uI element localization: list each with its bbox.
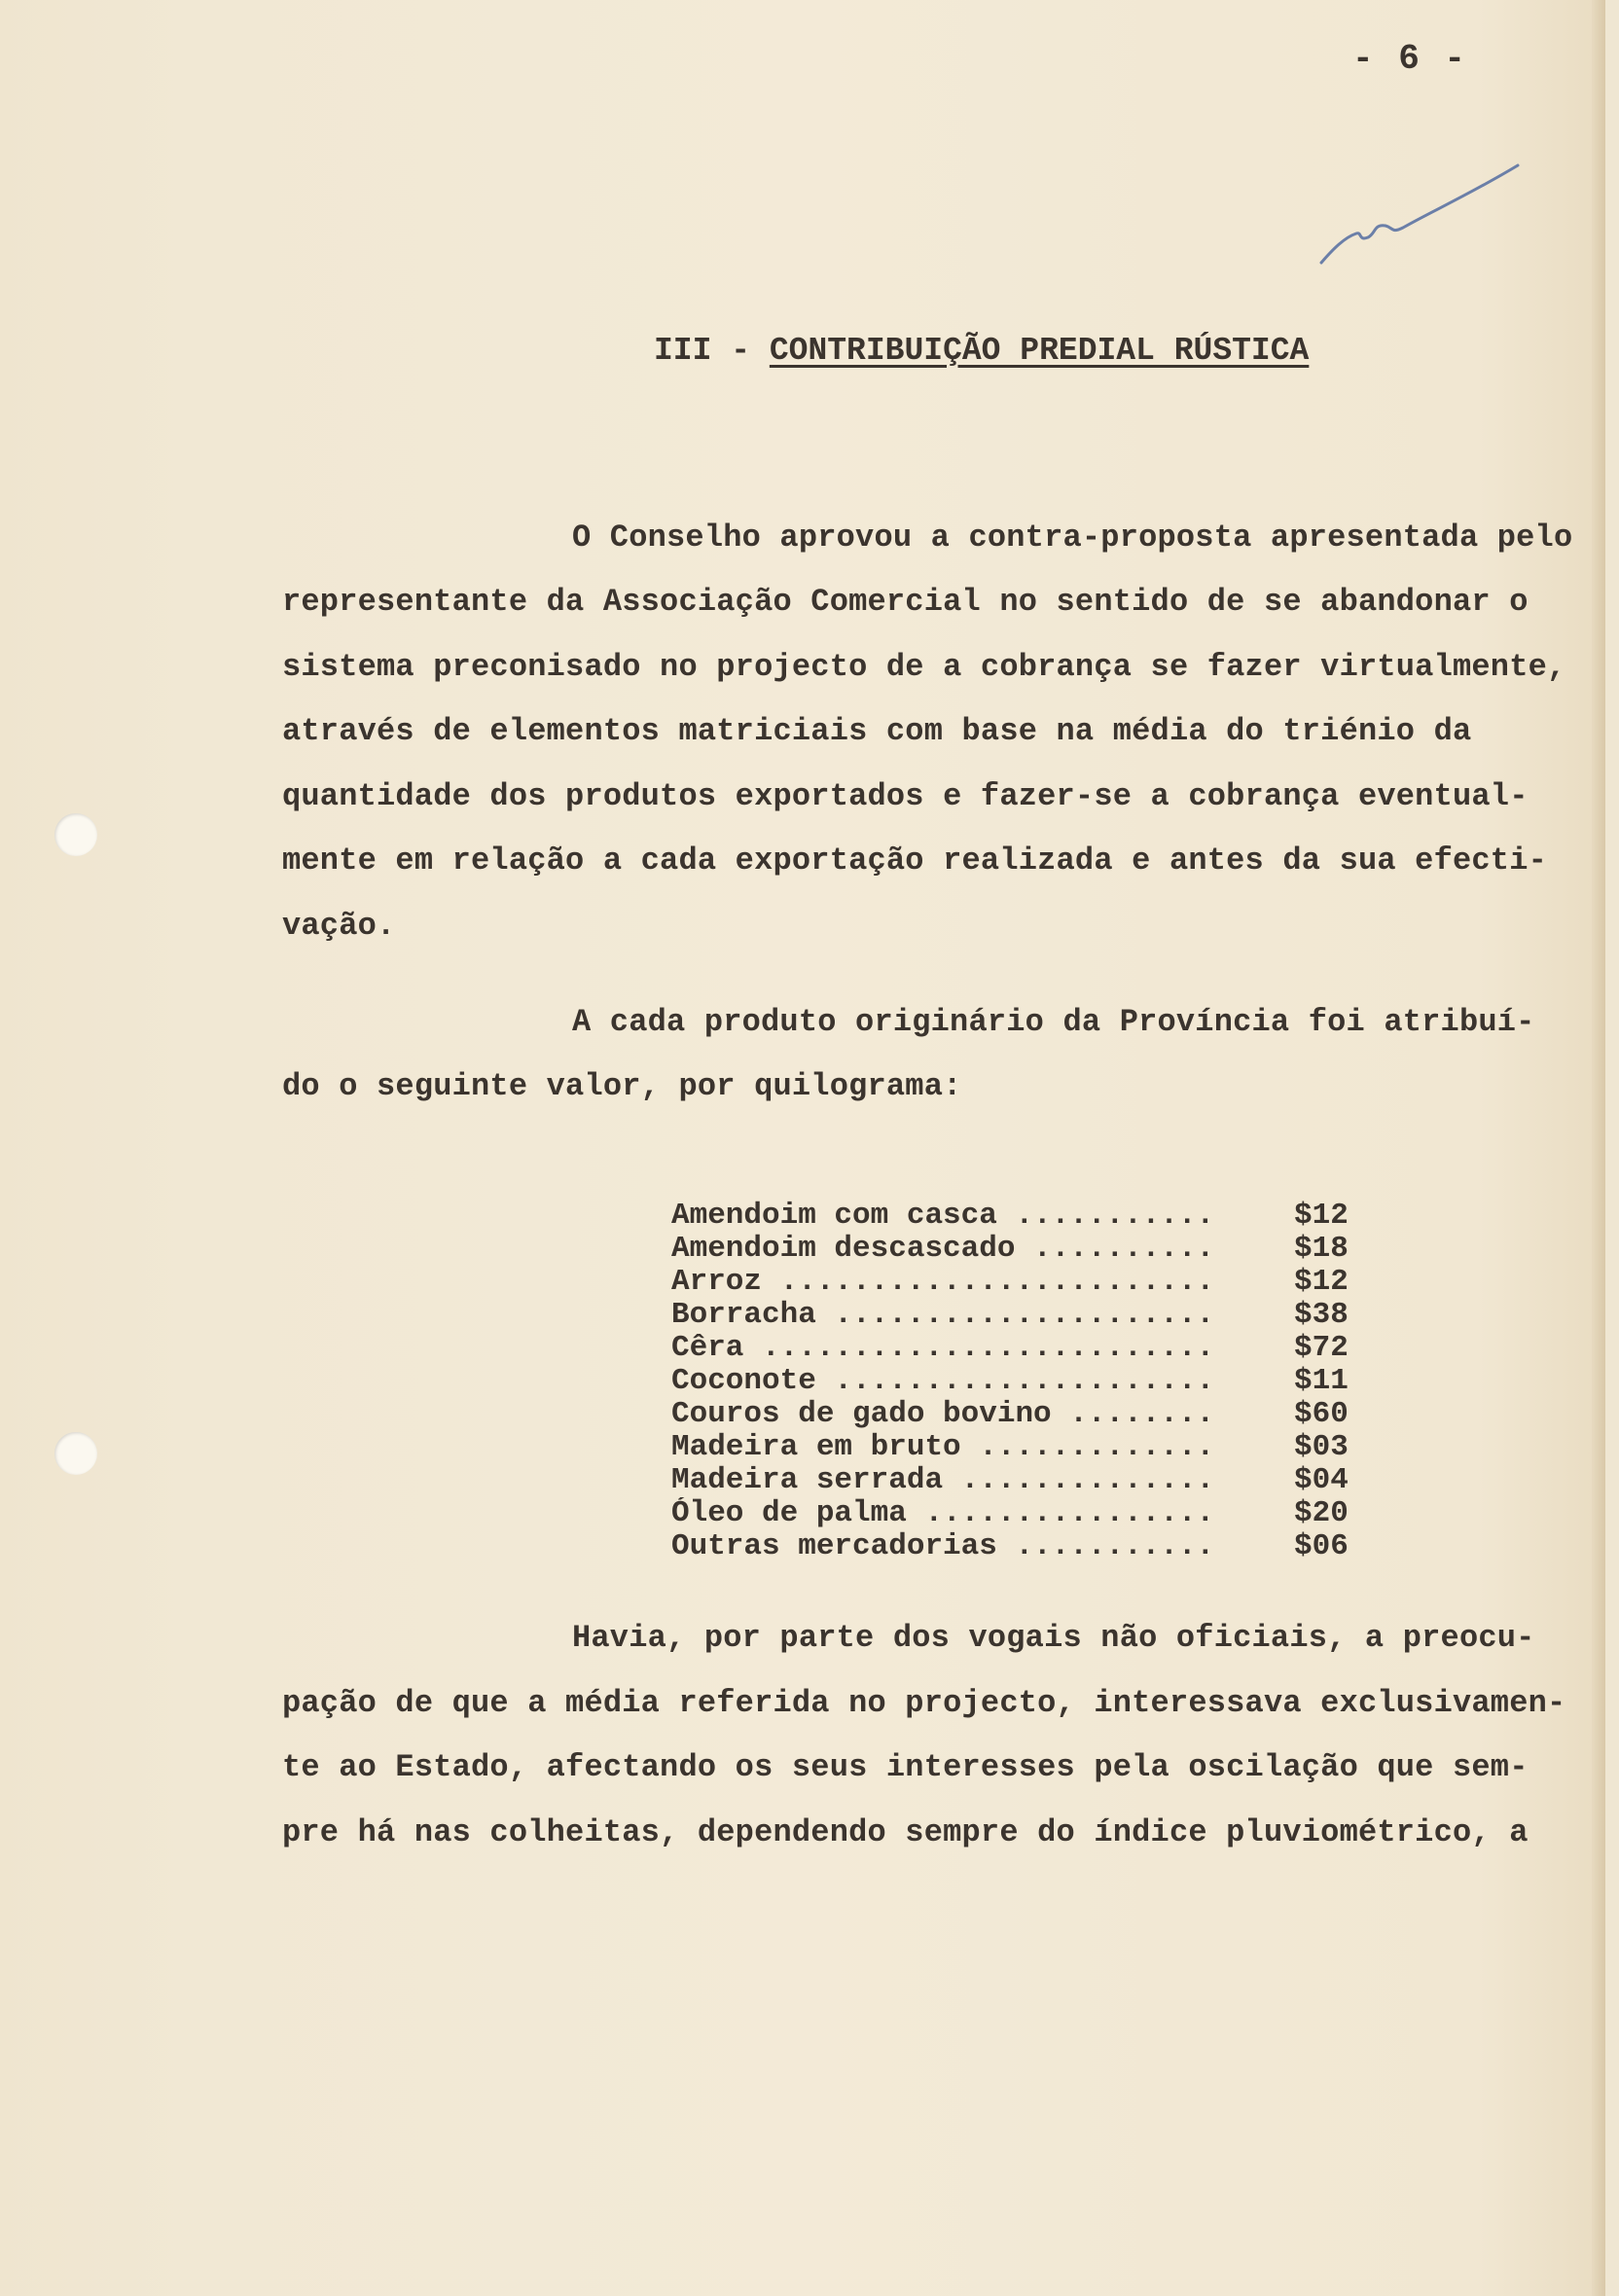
paragraph1-line: vação. bbox=[282, 908, 396, 944]
page-edge-shadow bbox=[1592, 0, 1605, 2296]
price-row bbox=[671, 1332, 1352, 1365]
section-heading bbox=[654, 333, 1309, 369]
paragraph2-line: do o seguinte valor, por quilograma: bbox=[282, 1068, 962, 1104]
price-item-value: $72 bbox=[1294, 1331, 1349, 1365]
price-item-value: $12 bbox=[1294, 1265, 1349, 1299]
price-item-label: Arroz ........................ bbox=[671, 1266, 1215, 1299]
price-item-label: Borracha ..................... bbox=[671, 1299, 1215, 1332]
paragraph3-line: pre há nas colheitas, dependendo sempre do índice pluviométrico, a bbox=[282, 1814, 1529, 1850]
paragraph1-line: mente em relação a cada exportação realizada e antes da sua efecti- bbox=[282, 843, 1548, 879]
paragraph1-line: através de elementos matriciais com base na média do triénio da bbox=[282, 713, 1472, 749]
price-item-value: $03 bbox=[1294, 1430, 1349, 1464]
price-item-value: $12 bbox=[1294, 1199, 1349, 1233]
price-row bbox=[671, 1200, 1352, 1233]
price-row bbox=[671, 1365, 1352, 1398]
price-item-label: Outras mercadorias ........... bbox=[671, 1530, 1215, 1563]
price-item-label: Couros de gado bovino ........ bbox=[671, 1398, 1215, 1431]
paragraph1-line: quantidade dos produtos exportados e fazer-se a cobrança eventual- bbox=[282, 778, 1529, 814]
price-row bbox=[671, 1398, 1352, 1431]
price-row bbox=[671, 1530, 1352, 1563]
page-number: - 6 - bbox=[1352, 39, 1468, 79]
price-row bbox=[671, 1266, 1352, 1299]
price-row bbox=[671, 1233, 1352, 1266]
price-item-label: Cêra ......................... bbox=[671, 1332, 1215, 1365]
price-item-value: $06 bbox=[1294, 1529, 1349, 1563]
price-item-value: $18 bbox=[1294, 1232, 1349, 1266]
paragraph2-line: A cada produto originário da Província foi atribuí- bbox=[572, 1004, 1535, 1040]
paragraph3-line: Havia, por parte dos vogais não oficiais, a preocu- bbox=[572, 1620, 1535, 1656]
price-item-label: Madeira em bruto ............. bbox=[671, 1431, 1215, 1464]
section-numeral: III - bbox=[654, 333, 751, 369]
paragraph1-line: O Conselho aprovou a contra-proposta apresentada pelo bbox=[572, 520, 1573, 556]
paragraph3-line: pação de que a média referida no projecto, interessava exclusivamen- bbox=[282, 1685, 1566, 1721]
punch-hole bbox=[54, 813, 97, 856]
price-item-value: $20 bbox=[1294, 1496, 1349, 1530]
price-item-label: Coconote ..................... bbox=[671, 1365, 1215, 1398]
paragraph1-line: representante da Associação Comercial no sentido de se abandonar o bbox=[282, 584, 1529, 620]
price-item-value: $60 bbox=[1294, 1397, 1349, 1431]
price-item-label: Madeira serrada .............. bbox=[671, 1464, 1215, 1497]
price-item-value: $38 bbox=[1294, 1298, 1349, 1332]
paragraph1-line: sistema preconisado no projecto de a cobrança se fazer virtualmente, bbox=[282, 649, 1566, 685]
price-item-label: Óleo de palma ................ bbox=[671, 1497, 1215, 1530]
price-item-value: $04 bbox=[1294, 1463, 1349, 1497]
price-row bbox=[671, 1431, 1352, 1464]
price-row bbox=[671, 1299, 1352, 1332]
price-item-label: Amendoim com casca ........... bbox=[671, 1200, 1215, 1233]
check-mark-annotation bbox=[1313, 156, 1528, 272]
price-item-label: Amendoim descascado .......... bbox=[671, 1233, 1215, 1266]
price-item-value: $11 bbox=[1294, 1364, 1349, 1398]
paragraph3-line: te ao Estado, afectando os seus interesses pela oscilação que sem- bbox=[282, 1749, 1529, 1785]
price-row bbox=[671, 1464, 1352, 1497]
punch-hole bbox=[54, 1432, 97, 1475]
section-title: CONTRIBUIÇÃO PREDIAL RÚSTICA bbox=[769, 333, 1310, 369]
price-row bbox=[671, 1497, 1352, 1530]
